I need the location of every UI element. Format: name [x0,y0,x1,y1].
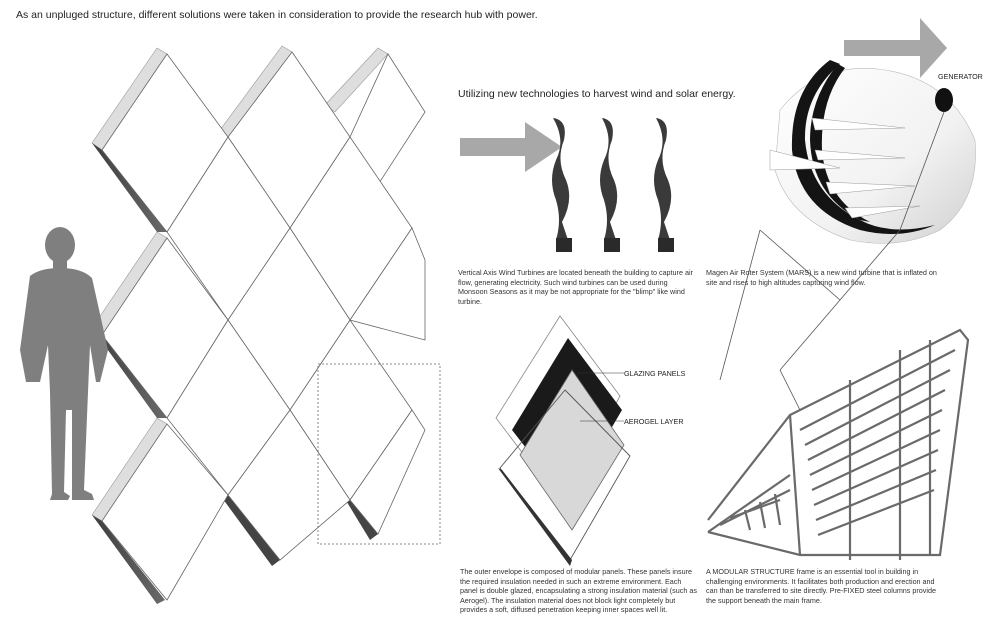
modular-structure-description: A MODULAR STRUCTURE frame is an essential tool in building in challenging environments. It facilitates both production and erection and can than be transferred to site directly. Pre-FIXED steel columns provide the support beneath the main frame. [706,567,936,605]
vawt-description: Vertical Axis Wind Turbines are located beneath the building to capture air flow, generating electricity. Such wind turbines can be used during Monsoon Seasons as it may be not appropriate for the "blimp" like wind turbine. [458,268,693,306]
wind-energy-heading: Utilizing new technologies to harvest wind and solar energy. [458,88,736,100]
modular-steel-frame [708,330,968,560]
mars-balloon-turbine [720,60,976,410]
page-title: As an unpluged structure, different solutions were taken in consideration to provide the research hub with power. [16,9,538,21]
glazing-panel-stack [496,316,630,566]
vertical-axis-turbines [552,118,674,252]
mars-description: Magen Air Roter System (MARS) is a new wind turbine that is inflated on site and rises to high altitudes capturing wind flow. [706,268,937,287]
person-silhouette [20,227,108,500]
wind-arrow-icon [460,122,562,172]
diamond-panel-facade [92,46,440,604]
glazing-panels-label: GLAZING PANELS [624,369,686,378]
generator-label: GENERATOR [938,72,983,81]
aerogel-layer-label: AEROGEL LAYER [624,417,684,426]
envelope-description: The outer envelope is composed of modular panels. These panels insure the required insulation needed in such an extreme environment. Each panel is double glazed, encapsulating a strong insulation material (such as Aerogel). The insulation material does not block light completely but provides a soft, diffused penetration keeping inner spaces well lit. [460,567,697,615]
